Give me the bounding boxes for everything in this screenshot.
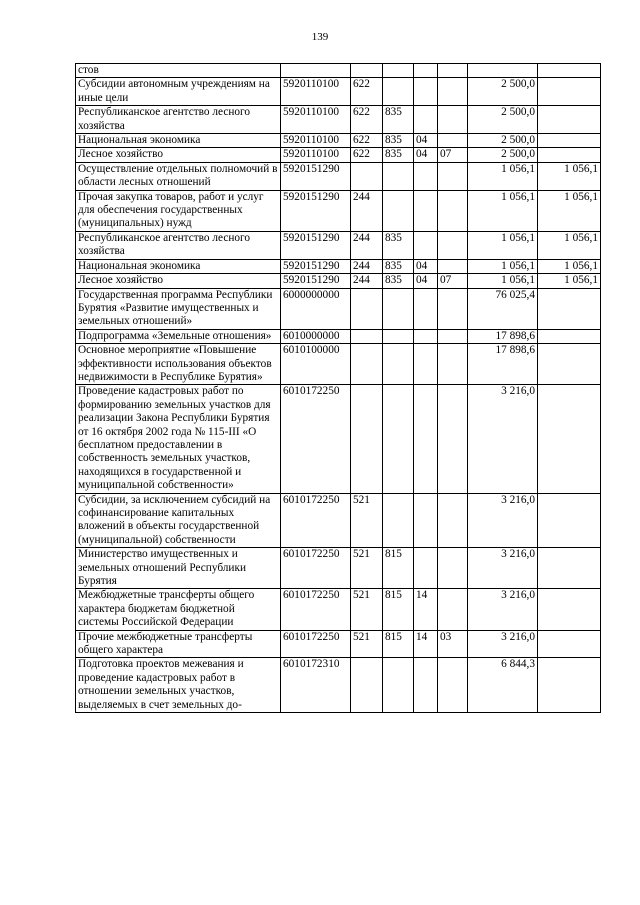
cell-name: Подпрограмма «Земельные отношения»: [76, 329, 281, 343]
cell-expense-type: [351, 64, 383, 78]
cell-amount-federal: [538, 493, 601, 548]
cell-section: [414, 548, 438, 589]
cell-expense-type: 521: [351, 548, 383, 589]
cell-amount-federal: [538, 658, 601, 713]
cell-section: 14: [414, 589, 438, 630]
cell-amount-federal: [538, 64, 601, 78]
cell-subsection: 03: [438, 630, 468, 658]
cell-amount-total: 17 898,6: [468, 344, 538, 385]
cell-department: 835: [383, 106, 414, 134]
cell-amount-total: 1 056,1: [468, 190, 538, 231]
cell-target-code: 6010100000: [281, 344, 351, 385]
cell-amount-federal: 1 056,1: [538, 190, 601, 231]
cell-department: 835: [383, 259, 414, 273]
cell-department: [383, 78, 414, 106]
cell-department: [383, 64, 414, 78]
cell-subsection: [438, 344, 468, 385]
cell-target-code: 6000000000: [281, 288, 351, 329]
cell-name: Государственная программа Республики Бурятия «Развитие имущественных и земельных отношений»: [76, 288, 281, 329]
budget-table: [75, 63, 601, 713]
cell-target-code: [281, 64, 351, 78]
table-row: [76, 344, 601, 385]
cell-name: Основное мероприятие «Повышение эффективности использования объектов недвижимости в Республике Бурятия»: [76, 344, 281, 385]
cell-department: 835: [383, 274, 414, 288]
cell-department: [383, 162, 414, 190]
cell-department: [383, 658, 414, 713]
cell-amount-total: 1 056,1: [468, 259, 538, 273]
cell-amount-federal: [538, 385, 601, 493]
cell-section: [414, 162, 438, 190]
cell-expense-type: [351, 344, 383, 385]
table-row: [76, 190, 601, 231]
cell-subsection: 07: [438, 274, 468, 288]
cell-target-code: 6010172250: [281, 548, 351, 589]
cell-subsection: [438, 78, 468, 106]
page-number: 139: [311, 31, 329, 43]
cell-expense-type: 622: [351, 148, 383, 162]
cell-target-code: 5920151290: [281, 259, 351, 273]
cell-expense-type: [351, 288, 383, 329]
cell-name: Лесное хозяйство: [76, 274, 281, 288]
cell-name: Лесное хозяйство: [76, 148, 281, 162]
cell-expense-type: [351, 385, 383, 493]
cell-name: Проведение кадастровых работ по формированию земельных участков для реализации Закона Республики Бурятия от 16 октября 2002 года № 115-III «О бесплатном предоставлении в собственность земельных участков, находящихся в государственной и муниципальной собственности»: [76, 385, 281, 493]
cell-amount-total: 2 500,0: [468, 134, 538, 148]
cell-amount-total: 2 500,0: [468, 148, 538, 162]
table-row: [76, 385, 601, 493]
cell-subsection: [438, 190, 468, 231]
cell-department: 815: [383, 589, 414, 630]
cell-name: Республиканское агентство лесного хозяйства: [76, 231, 281, 259]
table-row: [76, 658, 601, 713]
cell-amount-total: 1 056,1: [468, 162, 538, 190]
cell-section: [414, 64, 438, 78]
cell-name: Подготовка проектов межевания и проведение кадастровых работ в отношении земельных участков, выделяемых в счет земельных до-: [76, 658, 281, 713]
cell-subsection: [438, 385, 468, 493]
cell-expense-type: [351, 162, 383, 190]
cell-target-code: 6010000000: [281, 329, 351, 343]
cell-amount-federal: 1 056,1: [538, 259, 601, 273]
table-row: [76, 106, 601, 134]
cell-expense-type: 244: [351, 259, 383, 273]
cell-amount-total: 76 025,4: [468, 288, 538, 329]
cell-amount-federal: 1 056,1: [538, 162, 601, 190]
cell-name: Прочая закупка товаров, работ и услуг для обеспечения государственных (муниципальных) нужд: [76, 190, 281, 231]
cell-subsection: [438, 589, 468, 630]
cell-department: [383, 344, 414, 385]
cell-amount-federal: [538, 630, 601, 658]
cell-amount-total: 1 056,1: [468, 274, 538, 288]
cell-department: 815: [383, 630, 414, 658]
cell-amount-federal: [538, 329, 601, 343]
cell-department: [383, 493, 414, 548]
cell-target-code: 6010172250: [281, 385, 351, 493]
cell-subsection: [438, 288, 468, 329]
cell-amount-federal: [538, 548, 601, 589]
cell-expense-type: 622: [351, 106, 383, 134]
cell-subsection: [438, 658, 468, 713]
table-body: [76, 64, 601, 713]
cell-name: Прочие межбюджетные трансферты общего характера: [76, 630, 281, 658]
table-row: [76, 64, 601, 78]
cell-expense-type: 244: [351, 231, 383, 259]
cell-name: Осуществление отдельных полномочий в области лесных отношений: [76, 162, 281, 190]
cell-section: 04: [414, 148, 438, 162]
cell-amount-total: 3 216,0: [468, 548, 538, 589]
cell-section: 04: [414, 274, 438, 288]
cell-name: Национальная экономика: [76, 259, 281, 273]
table-row: [76, 162, 601, 190]
cell-name: стов: [76, 64, 281, 78]
cell-section: 14: [414, 630, 438, 658]
cell-amount-federal: [538, 288, 601, 329]
cell-name: Министерство имущественных и земельных отношений Республики Бурятия: [76, 548, 281, 589]
cell-expense-type: 244: [351, 274, 383, 288]
cell-expense-type: 622: [351, 78, 383, 106]
cell-section: [414, 344, 438, 385]
cell-department: [383, 385, 414, 493]
cell-subsection: 07: [438, 148, 468, 162]
cell-section: [414, 658, 438, 713]
table-row: [76, 148, 601, 162]
cell-subsection: [438, 493, 468, 548]
cell-amount-federal: [538, 589, 601, 630]
table-row: [76, 589, 601, 630]
cell-section: [414, 329, 438, 343]
cell-department: 835: [383, 231, 414, 259]
cell-amount-federal: 1 056,1: [538, 231, 601, 259]
cell-subsection: [438, 134, 468, 148]
cell-amount-total: 3 216,0: [468, 493, 538, 548]
cell-name: Республиканское агентство лесного хозяйства: [76, 106, 281, 134]
cell-section: [414, 493, 438, 548]
table-row: [76, 288, 601, 329]
table-row: [76, 329, 601, 343]
cell-subsection: [438, 106, 468, 134]
cell-name: Субсидии автономным учреждениям на иные цели: [76, 78, 281, 106]
cell-target-code: 6010172250: [281, 493, 351, 548]
cell-target-code: 5920110100: [281, 134, 351, 148]
cell-target-code: 5920151290: [281, 162, 351, 190]
cell-section: [414, 78, 438, 106]
table-row: [76, 78, 601, 106]
cell-expense-type: [351, 658, 383, 713]
cell-subsection: [438, 548, 468, 589]
cell-amount-total: 2 500,0: [468, 78, 538, 106]
table-row: [76, 274, 601, 288]
cell-amount-federal: [538, 78, 601, 106]
cell-amount-federal: [538, 344, 601, 385]
cell-name: Национальная экономика: [76, 134, 281, 148]
cell-target-code: 6010172250: [281, 630, 351, 658]
cell-section: 04: [414, 259, 438, 273]
cell-section: [414, 106, 438, 134]
cell-department: 835: [383, 148, 414, 162]
cell-target-code: 5920151290: [281, 231, 351, 259]
cell-amount-total: 6 844,3: [468, 658, 538, 713]
table-row: [76, 630, 601, 658]
cell-department: 835: [383, 134, 414, 148]
cell-section: [414, 385, 438, 493]
cell-amount-total: 17 898,6: [468, 329, 538, 343]
cell-amount-federal: [538, 134, 601, 148]
table-row: [76, 493, 601, 548]
cell-amount-total: 2 500,0: [468, 106, 538, 134]
cell-amount-total: 3 216,0: [468, 385, 538, 493]
cell-amount-federal: [538, 106, 601, 134]
cell-amount-total: 3 216,0: [468, 589, 538, 630]
cell-target-code: 5920110100: [281, 78, 351, 106]
cell-name: Межбюджетные трансферты общего характера бюджетам бюджетной системы Российской Федерации: [76, 589, 281, 630]
cell-target-code: 5920151290: [281, 274, 351, 288]
cell-department: [383, 288, 414, 329]
cell-section: [414, 190, 438, 231]
cell-expense-type: 521: [351, 589, 383, 630]
cell-section: 04: [414, 134, 438, 148]
cell-department: [383, 329, 414, 343]
table-row: [76, 231, 601, 259]
cell-target-code: 6010172250: [281, 589, 351, 630]
cell-subsection: [438, 259, 468, 273]
cell-subsection: [438, 231, 468, 259]
cell-expense-type: 521: [351, 630, 383, 658]
cell-amount-total: [468, 64, 538, 78]
cell-target-code: 5920151290: [281, 190, 351, 231]
cell-expense-type: 244: [351, 190, 383, 231]
cell-section: [414, 231, 438, 259]
cell-amount-total: 3 216,0: [468, 630, 538, 658]
cell-amount-federal: 1 056,1: [538, 274, 601, 288]
cell-target-code: 6010172310: [281, 658, 351, 713]
cell-section: [414, 288, 438, 329]
cell-department: [383, 190, 414, 231]
cell-subsection: [438, 162, 468, 190]
cell-name: Субсидии, за исключением субсидий на софинансирование капитальных вложений в объекты государственной (муниципальной) собственности: [76, 493, 281, 548]
cell-expense-type: 622: [351, 134, 383, 148]
table-row: [76, 134, 601, 148]
cell-expense-type: [351, 329, 383, 343]
cell-department: 815: [383, 548, 414, 589]
cell-amount-total: 1 056,1: [468, 231, 538, 259]
table-row: [76, 548, 601, 589]
cell-subsection: [438, 329, 468, 343]
cell-amount-federal: [538, 148, 601, 162]
cell-subsection: [438, 64, 468, 78]
cell-target-code: 5920110100: [281, 106, 351, 134]
cell-expense-type: 521: [351, 493, 383, 548]
table-row: [76, 259, 601, 273]
cell-target-code: 5920110100: [281, 148, 351, 162]
